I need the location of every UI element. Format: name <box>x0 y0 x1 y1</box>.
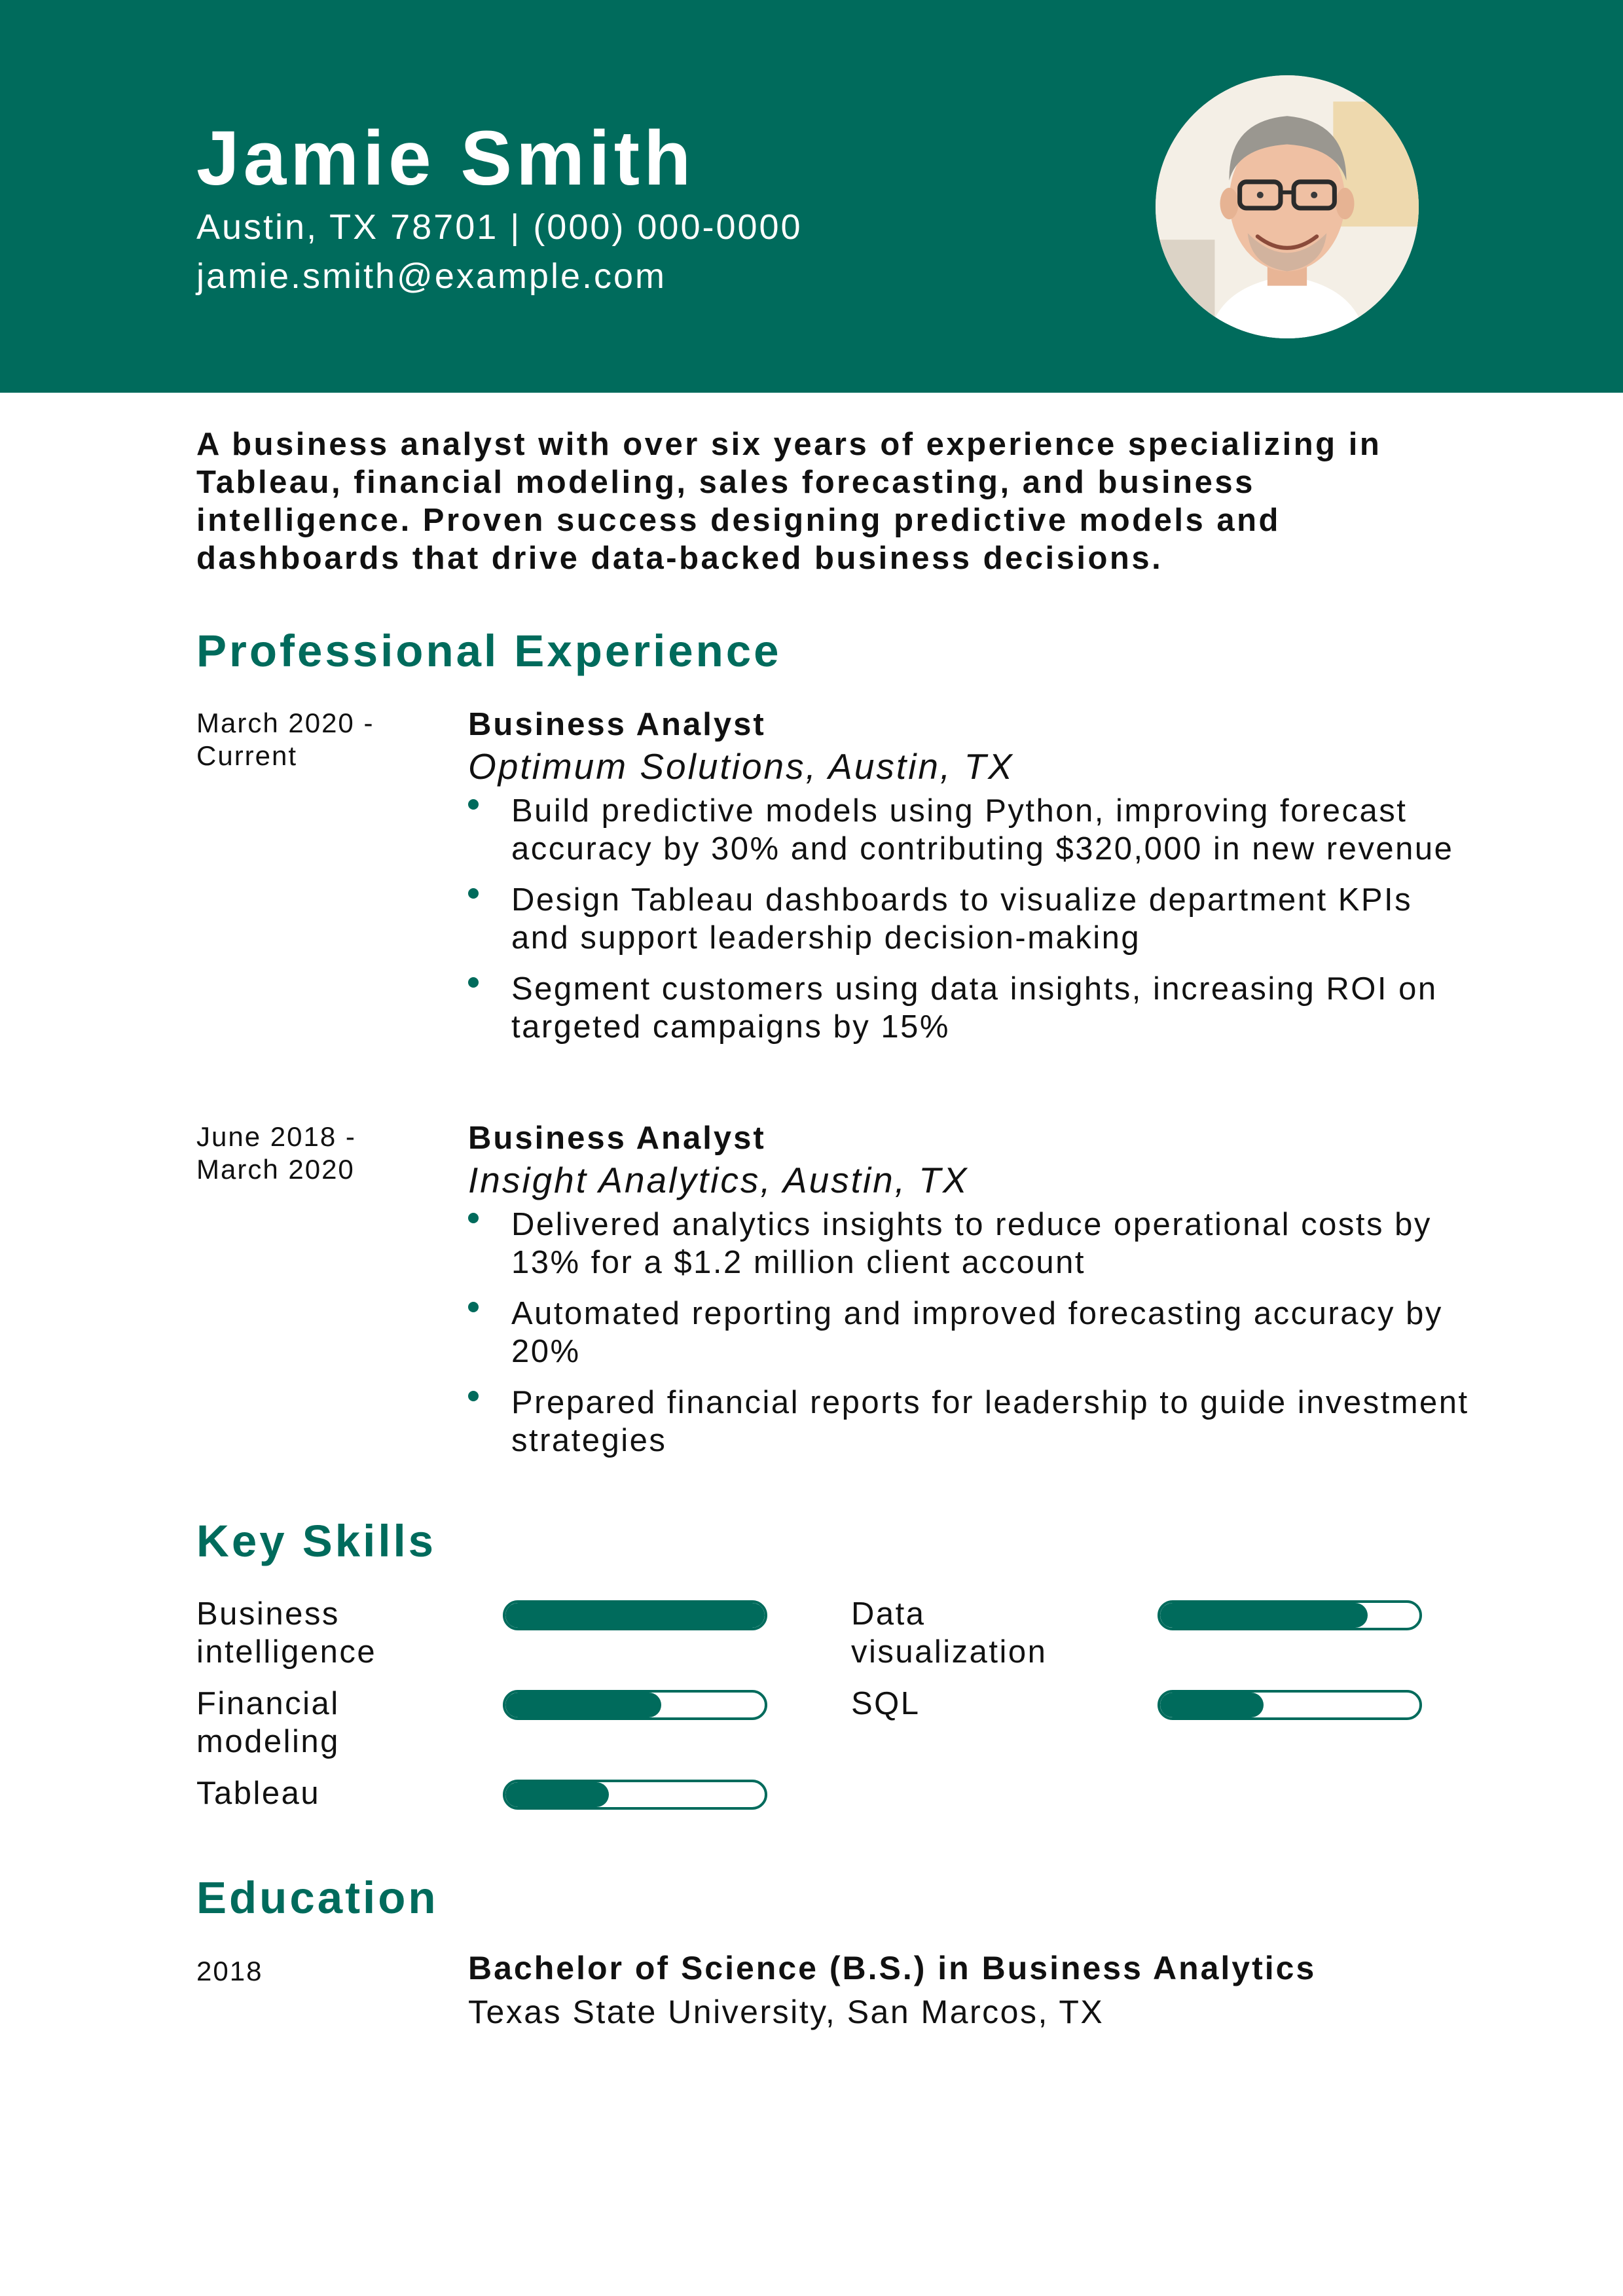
job-date-start: June 2018 - <box>196 1121 356 1152</box>
skill-fill <box>1160 1603 1368 1628</box>
job-date-end: Current <box>196 740 298 771</box>
job-bullets <box>468 792 1476 1046</box>
skill-bar <box>1158 1600 1422 1630</box>
job-bullet: Design Tableau dashboards to visualize department KPIs and support leadership decision-making <box>468 881 1476 957</box>
bullet-icon <box>468 1391 479 1401</box>
skill-fill <box>1160 1693 1264 1717</box>
skill-bar <box>1158 1690 1422 1720</box>
skill-label: Business intelligence <box>196 1596 377 1670</box>
job-dates <box>196 1121 432 1186</box>
job-bullet: Prepared financial reports for leadership to guide investment strategies <box>468 1384 1476 1460</box>
job-bullets <box>468 1206 1476 1460</box>
job-entry <box>468 1119 1476 1473</box>
header-band <box>0 0 1623 393</box>
job-title: Business Analyst <box>468 707 766 742</box>
education-school: Texas State University, San Marcos, TX <box>468 1994 1104 2030</box>
bullet-icon <box>468 977 479 988</box>
job-dates <box>196 707 432 772</box>
job-title: Business Analyst <box>468 1121 766 1156</box>
job-bullet: Build predictive models using Python, improving forecast accuracy by 30% and contributing $320,000 in new revenue <box>468 792 1476 868</box>
job-company: Insight Analytics, Austin, TX <box>468 1160 969 1200</box>
skill-fill <box>505 1782 609 1807</box>
email: jamie.smith@example.com <box>196 257 667 296</box>
job-entry <box>468 706 1476 1059</box>
skill-bar <box>503 1690 767 1720</box>
skill-label: Data visualization <box>851 1596 1048 1670</box>
skill-label: Financial modeling <box>196 1686 340 1759</box>
job-bullet: Delivered analytics insights to reduce operational costs by 13% for a $1.2 million client account <box>468 1206 1476 1282</box>
bullet-icon <box>468 888 479 899</box>
education-year: 2018 <box>196 1956 263 1986</box>
education-heading: Education <box>196 1873 439 1923</box>
experience-heading: Professional Experience <box>196 626 782 676</box>
location-phone: Austin, TX 78701 | (000) 000-0000 <box>196 207 803 247</box>
skill-label: SQL <box>851 1686 921 1721</box>
profile-photo <box>1156 75 1419 338</box>
skill-fill <box>505 1603 765 1628</box>
skill-label: Tableau <box>196 1776 321 1811</box>
bullet-icon <box>468 1302 479 1312</box>
job-bullet: Segment customers using data insights, increasing ROI on targeted campaigns by 15% <box>468 970 1476 1046</box>
job-bullet: Automated reporting and improved forecasting accuracy by 20% <box>468 1295 1476 1371</box>
job-date-end: March 2020 <box>196 1154 355 1185</box>
job-date-start: March 2020 - <box>196 708 374 738</box>
education-degree: Bachelor of Science (B.S.) in Business Analytics <box>468 1950 1317 1986</box>
candidate-name: Jamie Smith <box>196 115 695 202</box>
job-company: Optimum Solutions, Austin, TX <box>468 746 1014 787</box>
skill-bar <box>503 1600 767 1630</box>
profile-summary: A business analyst with over six years of experience specializing in Tableau, financial modeling, sales forecasting, and business intelligence. Proven success designing predictive models and dashboards that drive data-backed business decisions. <box>196 427 1382 576</box>
portrait-illustration <box>1156 75 1419 338</box>
skill-fill <box>505 1693 661 1717</box>
skills-heading: Key Skills <box>196 1516 437 1566</box>
bullet-icon <box>468 799 479 810</box>
bullet-icon <box>468 1213 479 1223</box>
skill-bar <box>503 1780 767 1810</box>
